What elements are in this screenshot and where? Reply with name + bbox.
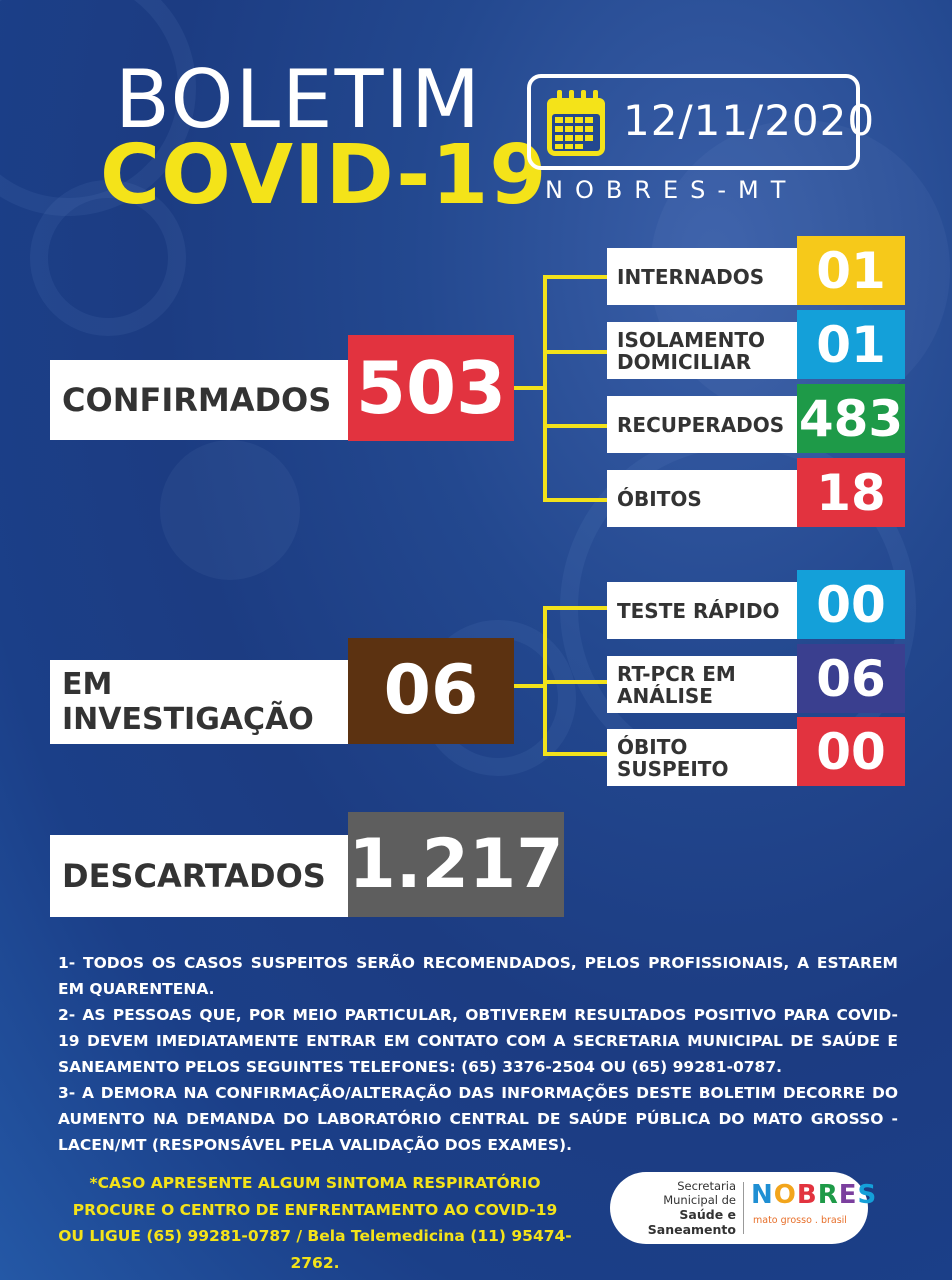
discarded-label: DESCARTADOS xyxy=(50,835,350,917)
logo-divider xyxy=(743,1182,744,1234)
home-isolation-value: 01 xyxy=(797,310,905,379)
calendar-icon xyxy=(545,88,607,160)
investigation-label: EM INVESTIGAÇÃO xyxy=(50,660,350,744)
nobres-wordmark: NOBRES xyxy=(751,1180,878,1210)
suspected-death-value: 00 xyxy=(797,717,905,786)
connector-line xyxy=(543,498,607,502)
note-item: 1- TODOS OS CASOS SUSPEITOS SERÃO RECOMENDADOS, PELOS PROFISSIONAIS, A ESTAREM EM QUARENTENA. xyxy=(58,954,898,998)
callout-line: *CASO APRESENTE ALGUM SINTOMA RESPIRATÓRIO xyxy=(89,1174,541,1192)
hospitalized-value: 01 xyxy=(797,236,905,305)
connector-line xyxy=(543,350,607,354)
title-boletim: BOLETIM xyxy=(115,53,483,146)
recovered-label: RECUPERADOS xyxy=(607,396,799,453)
logo-tagline: mato grosso . brasil xyxy=(753,1215,847,1226)
suspected-death-label: ÓBITO SUSPEITO xyxy=(607,729,799,786)
connector-line xyxy=(543,752,607,756)
callout-line: OU LIGUE (65) 99281-0787 / Bela Telemedicina (11) 95474-2762. xyxy=(58,1227,572,1272)
note-item: 2- AS PESSOAS QUE, POR MEIO PARTICULAR, OBTIVEREM RESULTADOS POSITIVO PARA COVID-19 DEVEM IMEDIATAMENTE ENTRAR EM CONTATO COM A SECRETARIA MUNICIPAL DE SAÚDE E SANEAMENTO PELOS SEGUINTES TELEFONES: (65) 3376-2504 OU (65) 99281-0787. xyxy=(58,1006,898,1076)
title-covid: COVID-19 xyxy=(100,128,548,223)
bulletin-date: 12/11/2020 xyxy=(623,96,876,145)
confirmed-label: CONFIRMADOS xyxy=(50,360,350,440)
secretariat-name: Secretaria Municipal de Saúde e Saneamento xyxy=(647,1179,736,1237)
rtpcr-label: RT-PCR EM ANÁLISE xyxy=(607,656,799,713)
callout-line: PROCURE O CENTRO DE ENFRENTAMENTO AO COVID-19 xyxy=(72,1200,558,1219)
note-item: 3- A DEMORA NA CONFIRMAÇÃO/ALTERAÇÃO DAS INFORMAÇÕES DESTE BOLETIM DECORRE DO AUMENTO NA DEMANDA DO LABORATÓRIO CENTRAL DE SAÚDE PÚBLICA DO MATO GROSSO - LACEN/MT (RESPONSÁVEL PELA VALIDAÇÃO DOS EXAMES). xyxy=(58,1084,898,1154)
rapid-test-value: 00 xyxy=(797,570,905,639)
confirmed-value: 503 xyxy=(348,335,514,441)
deaths-value: 18 xyxy=(797,458,905,527)
location-label: NOBRES-MT xyxy=(545,176,798,204)
connector-line xyxy=(543,275,547,502)
connector-line xyxy=(543,680,607,684)
date-box xyxy=(527,74,876,170)
connector-line xyxy=(543,606,607,610)
connector-line xyxy=(543,275,607,279)
notes-block xyxy=(58,950,898,1158)
virus-bg-shape xyxy=(160,440,300,580)
connector-line xyxy=(514,684,546,688)
rapid-test-label: TESTE RÁPIDO xyxy=(607,582,799,639)
deaths-label: ÓBITOS xyxy=(607,470,799,527)
discarded-value: 1.217 xyxy=(348,812,564,917)
connector-line xyxy=(514,386,546,390)
connector-line xyxy=(543,424,607,428)
recovered-value: 483 xyxy=(797,384,905,453)
rtpcr-value: 06 xyxy=(797,644,905,713)
investigation-value: 06 xyxy=(348,638,514,744)
home-isolation-label: ISOLAMENTO DOMICILIAR xyxy=(607,322,799,379)
secretariat-logo xyxy=(610,1172,878,1244)
hospitalized-label: INTERNADOS xyxy=(607,248,799,305)
symptom-callout xyxy=(40,1170,590,1276)
